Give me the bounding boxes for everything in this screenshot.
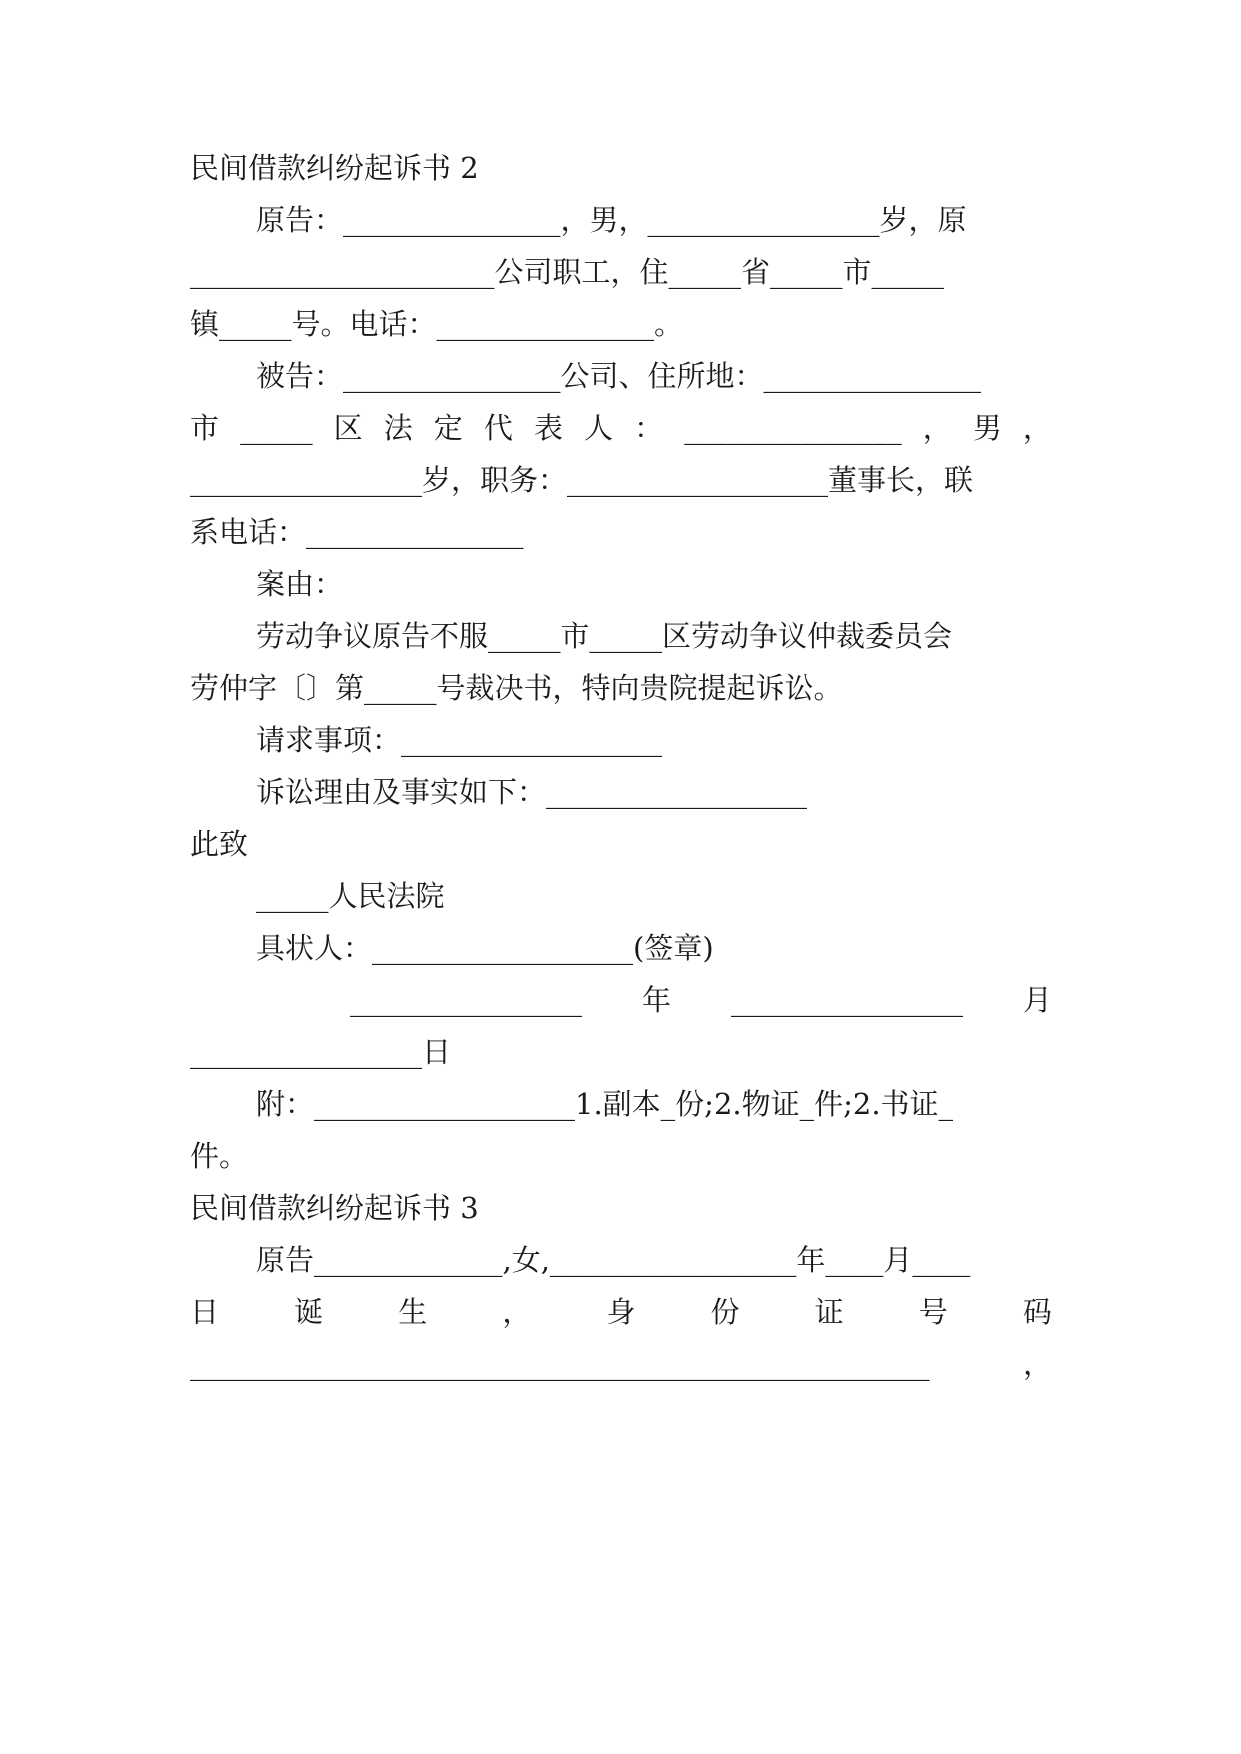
defendant-line-2-token: 代 bbox=[483, 411, 513, 445]
id-number-blank: ___________________________________________________ bbox=[190, 1347, 930, 1381]
defendant-line-2-token: ， bbox=[1022, 411, 1052, 445]
plaintiff-line-2: _____________________公司职工，住_____省_____市_____ bbox=[190, 255, 945, 289]
cause-label: 案由： bbox=[256, 567, 344, 601]
p3-line-2-token: 码 bbox=[1022, 1295, 1052, 1329]
p3-plaintiff-line-1: 原告_____________,女,_________________年____月____ bbox=[256, 1243, 971, 1277]
defendant-line-4: 系电话：_______________ bbox=[190, 515, 524, 549]
date-line-1 bbox=[350, 980, 1052, 1020]
defendant-line-2-token: _____ bbox=[240, 411, 313, 445]
p3-line-2-token: ， bbox=[502, 1295, 532, 1329]
reasons-line: 诉讼理由及事实如下：__________________ bbox=[256, 775, 808, 809]
defendant-line-3: ________________岁，职务：__________________董事长，联 bbox=[190, 463, 974, 497]
date-year-blank: ________________ bbox=[350, 983, 582, 1017]
defendant-line-1: 被告：_______________公司、住所地：_______________ bbox=[256, 359, 982, 393]
defendant-line-2-token: 区 bbox=[333, 411, 363, 445]
plaintiff-line-3: 镇_____号。电话：_______________。 bbox=[190, 307, 684, 341]
date-month-blank: ________________ bbox=[730, 983, 963, 1017]
cause-line-2: 劳仲字〔〕第_____号裁决书，特向贵院提起诉讼。 bbox=[190, 671, 843, 705]
p3-line-2-token: 生 bbox=[398, 1295, 428, 1329]
p3-line-2-token: 号 bbox=[918, 1295, 948, 1329]
cause-line-1: 劳动争议原告不服_____市_____区劳动争议仲裁委员会 bbox=[256, 619, 953, 653]
section-title: 民间借款纠纷起诉书 3 bbox=[190, 1191, 479, 1225]
date-line-2: ________________日 bbox=[190, 1035, 452, 1069]
plaintiff-line-1: 原告：_______________，男，________________岁，原 bbox=[256, 203, 967, 237]
defendant-line-2-token: 定 bbox=[433, 411, 463, 445]
salutation: 此致 bbox=[190, 827, 249, 861]
defendant-line-2-token: 男 bbox=[972, 411, 1002, 445]
defendant-line-2-token: _______________ bbox=[684, 411, 902, 445]
signer-line: 具状人：__________________(签章) bbox=[256, 931, 714, 965]
p3-plaintiff-line-3 bbox=[190, 1344, 1052, 1384]
section-title: 民间借款纠纷起诉书 2 bbox=[190, 151, 479, 185]
date-month-label: 月 bbox=[1022, 983, 1052, 1017]
defendant-line-2-token: 法 bbox=[383, 411, 413, 445]
defendant-line-2-token: 表 bbox=[533, 411, 563, 445]
p3-plaintiff-line-2 bbox=[190, 1292, 1052, 1332]
p3-line-2-token: 证 bbox=[814, 1295, 844, 1329]
court-line: _____人民法院 bbox=[256, 879, 445, 913]
trailing-comma: ， bbox=[1022, 1347, 1052, 1381]
p3-line-2-token: 日 bbox=[190, 1295, 220, 1329]
defendant-line-2-token: 人 bbox=[584, 411, 614, 445]
attachment-line-1: 附：__________________1.副本_份;2.物证_件;2.书证_ bbox=[256, 1087, 954, 1121]
p3-line-2-token: 份 bbox=[710, 1295, 740, 1329]
date-year-label: 年 bbox=[641, 983, 671, 1017]
defendant-line-2-token: 市 bbox=[190, 411, 220, 445]
attachment-line-2: 件。 bbox=[190, 1139, 249, 1173]
defendant-line-2 bbox=[190, 408, 1052, 448]
defendant-line-2-token: ： bbox=[634, 411, 664, 445]
p3-line-2-token: 诞 bbox=[294, 1295, 324, 1329]
p3-line-2-token: 身 bbox=[606, 1295, 636, 1329]
claims-line: 请求事项：__________________ bbox=[256, 723, 663, 757]
defendant-line-2-token: ， bbox=[922, 411, 952, 445]
